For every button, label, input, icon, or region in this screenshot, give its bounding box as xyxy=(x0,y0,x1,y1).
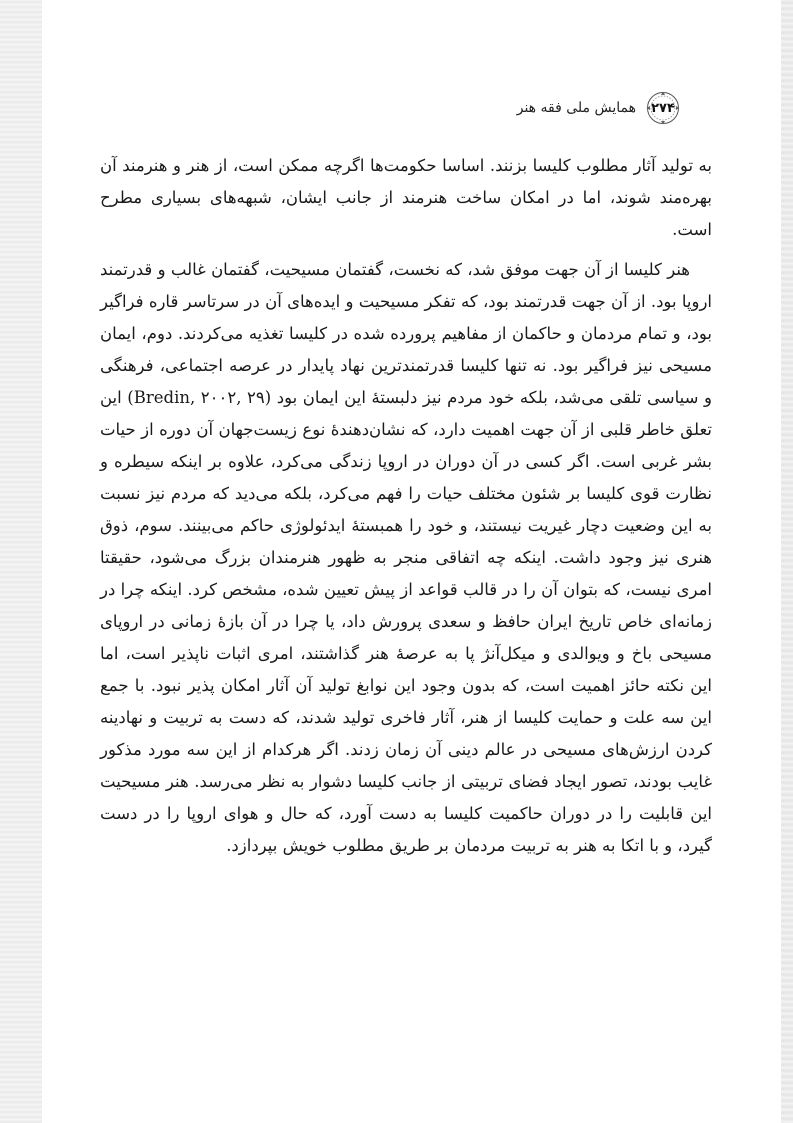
running-title: همایش ملی فقه هنر xyxy=(516,100,636,116)
paragraph: هنر کلیسا از آن جهت موفق شد، که نخست، گفتمان مسیحیت، گفتمان غالب و قدرتمند اروپا بود. از آن جهت قدرتمند بود، که تفکر مسیحیت و ایده‌های آن در سرتاسر قاره فراگیر بود، و تمام مردمان و حاکمان از مفاهیم پرورده شده در کلیسا تغذیه می‌کردند. دوم، ایمان مسیحی نیز فراگیر بود. نه تنها کلیسا قدرتمندترین نهاد پایدار در عرصه اجتماعی، فرهنگی و سیاسی تلقی می‌شد، بلکه خود مردم نیز دلبستهٔ این ایمان بود (Bredin, ۲۰۰۲, ۲۹) این تعلق خاطر قلبی از آن جهت اهمیت دارد، که نشان‌دهندهٔ نوع زیست‌جهان آن دوره از حیات بشر غربی است. اگر کسی در آن دوران در اروپا زندگی می‌کرد، علاوه بر اینکه سیطره و نظارت قوی کلیسا بر شئون مختلف حیات را فهم می‌کرد، بلکه می‌دید که مردم نیز نسبت به این وضعیت دچار غیریت نیستند، و خود را همبستهٔ ایدئولوژی حاکم می‌بینند. سوم، ذوق هنری نیز وجود داشت. اینکه چه اتفاقی منجر به ظهور هنرمندان بزرگ می‌شود، حقیقتا امری نیست، که بتوان آن را در قالب قواعد از پیش تعیین شده، مشخص کرد. اینکه چرا در زمانه‌ای خاص تاریخ ایران حافظ و سعدی پرورش داد، یا چرا در آن بازهٔ زمانی در اروپای مسیحی باخ و ویوالدی و میکل‌آنژ پا به عرصهٔ هنر گذاشتند، امری اثبات ناپذیر است، اما این نکته حائز اهمیت است، که بدون وجود این نوابغ تولید آن آثار امکان پذیر نبود. با جمع این سه علت و حمایت کلیسا از هنر، آثار فاخری تولید شدند، که دست به تربیت و نهادینه کردن ارزش‌های مسیحی در عالم دینی آن زمان زدند. اگر هرکدام از این سه مورد مذکور غایب بودند، تصور ایجاد فضای تربیتی از جانب کلیسا دشوار به نظر می‌رسد. هنر مسیحیت این قابلیت را در دوران حاکمیت کلیسا به دست آورد، که حال و هوای اروپا را در دست گیرد، و با اتکا به هنر به تربیت مردمان بر طریق مطلوب خویش بپردازد. xyxy=(100,260,712,855)
page-number: ۲۷۴ xyxy=(651,100,675,116)
page-header xyxy=(470,90,680,126)
scan-edge-left xyxy=(0,0,42,1123)
scan-edge-right xyxy=(781,0,793,1123)
page-number-badge xyxy=(646,91,680,125)
paragraph: به تولید آثار مطلوب کلیسا بزنند. اساسا حکومت‌ها اگرچه ممکن است، از هنر و هنرمند آن بهره‌مند شوند، اما در امکان ساخت هنرمند از جانب ایشان، شبهه‌های بسیاری مطرح است. xyxy=(100,156,712,239)
body-text xyxy=(100,150,712,862)
